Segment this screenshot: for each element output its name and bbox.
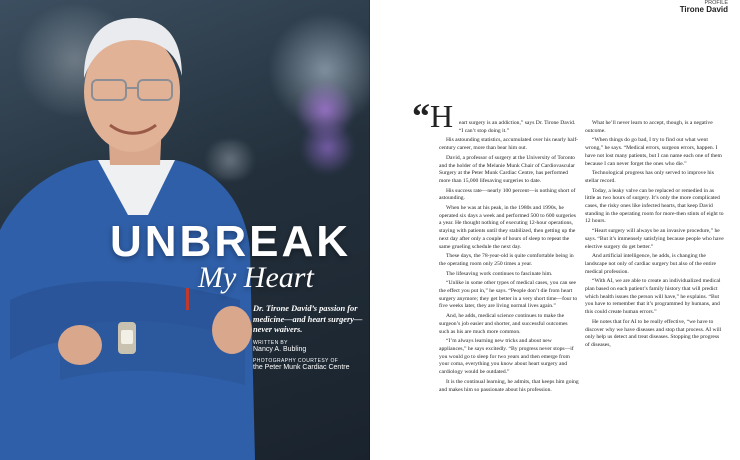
feature-subtitle: My Heart	[198, 261, 314, 294]
written-by-label: WRITTEN BY	[253, 340, 288, 346]
article-column-2	[585, 120, 725, 352]
paragraph: And, he adds, medical science continues to make the surgeon’s job easier and shorter, and successful outcomes such as his are much more common.	[439, 313, 568, 335]
paragraph: The lifesaving work continues to fascinate him.	[446, 270, 553, 277]
paragraph: His astounding statistics, accumulated over his nearly half-century career, more than bear him out.	[439, 137, 579, 152]
paragraph: When he was at his peak, in the 1980s and 1990s, he operated six days a week and performed 500 to 600 surgeries a year. He thought nothing of executing 12-hour operations, staying with patients until they stabilized, then getting up the next day after only a couple of hours of sleep to repeat the same grueling schedule the next day.	[439, 205, 576, 250]
feature-deck: Dr. Tirone David’s passion for medicine—and heart surgery—never waivers.	[253, 304, 363, 334]
section-label: PROFILE	[704, 0, 728, 6]
paragraph: It is the continual learning, he admits, that keeps him going and makes him so passionate about his profession.	[439, 378, 579, 393]
paragraph: These days, the 78-year-old is quite comfortable being in the operating room only 250 times a year.	[439, 253, 574, 267]
paragraph: And artificial intelligence, he adds, is changing the landscape not only of cardiac surgery but also of the entire medical profession.	[585, 253, 716, 275]
paragraph: Technological progress has only served to improve his stellar record.	[585, 170, 714, 184]
paragraph: “I’m always learning new tricks and about new appliances,” he says excitedly. “By progress never stops—if you would go to sleep for two years and then emerge from your coma, everything you know about heart surgery and cardiology would be outdated.”	[439, 338, 574, 376]
paragraph: “Heart surgery will always be an invasive procedure,” he says. “But it’s immensely satisfying because people who have elective surgery do get better.”	[585, 228, 724, 250]
photo-credit-label: PHOTOGRAPHY COURTESY OF	[253, 358, 339, 364]
photo-credit: the Peter Munk Cardiac Centre	[253, 364, 350, 371]
section-name: Tirone David	[679, 5, 728, 14]
paragraph: He notes that for AI to be really effective, “we have to discover why we have diseases and stop that process. AI will only help us detect and treat diseases. Stopping the progress of diseases,	[585, 318, 722, 348]
drop-letter: H	[430, 98, 454, 134]
paragraph: What he’ll never learn to accept, though, is a negative outcome.	[585, 120, 713, 134]
feature-title: UNBREAK	[110, 217, 351, 266]
paragraph: David, a professor of surgery at the University of Toronto and the holder of the Melanie Munk Chair of Cardiovascular Surgery at the Peter Munk Cardiac Centre, has performed more than 15,000 lifesaving surgeries to date.	[439, 154, 575, 184]
paragraph: eart surgery is an addiction,” says Dr. Tirone David. “I can’t stop doing it.”	[459, 120, 576, 134]
article-column-1	[439, 120, 579, 396]
opening-quote: “	[412, 96, 430, 136]
paragraph: Today, a leaky valve can be replaced or remedied in as little as two hours of surgery. It’s only the more complicated cases, the risky ones like infected hearts, that keep David standing in the operating room for more-then stints of eight to 12 hours.	[585, 187, 724, 225]
paragraph: “Unlike in some other types of medical cases, you can see the effect you put in,” he says. “People don’t die from heart surgery anymore; they get better in a very short time—four to five weeks later, they are living normal lives again.”	[439, 280, 578, 310]
paragraph: His success rate—nearly 100 percent—is nothing short of astounding.	[439, 187, 576, 202]
paragraph: “When things do go bad, I try to find out what went wrong,” he says. “Medical errors, surgeon errors, happen. I have not lost many patients, but I can name each one of them because I can never forget the ones who die.”	[585, 137, 722, 167]
author-name: Nancy A. Bubling	[253, 346, 307, 353]
paragraph: “With AI, we are able to create an individualized medical plan based on each patient’s family history that will predict which health issues the person will have,” he explains. “But you have to remember that it’s programmed by humans, and this could create human errors.”	[585, 278, 721, 316]
article-page	[370, 0, 740, 460]
